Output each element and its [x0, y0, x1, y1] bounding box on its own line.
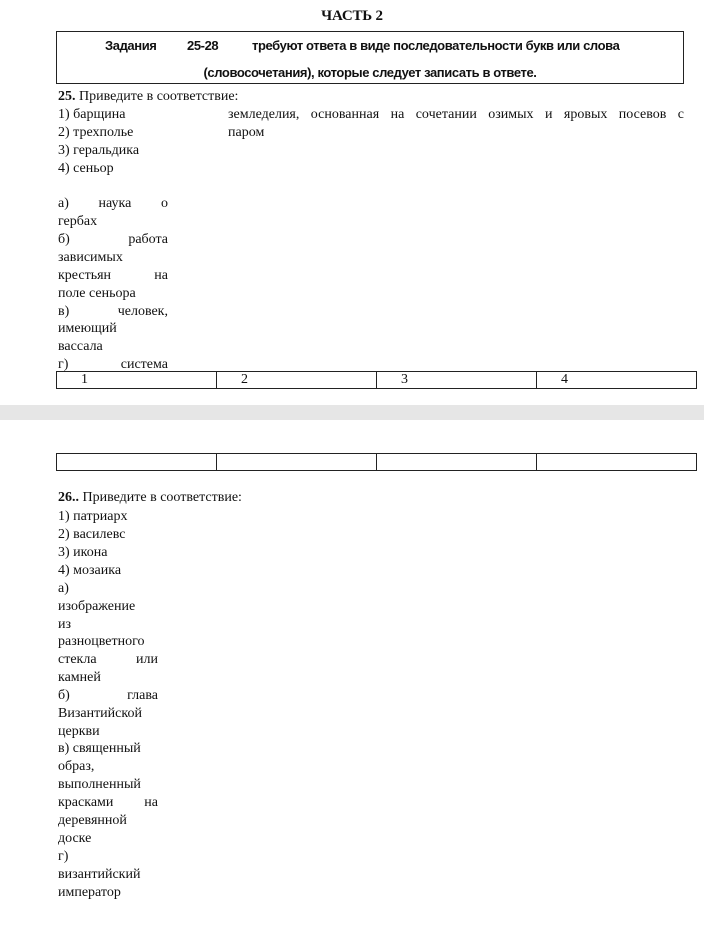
task-25-prompt: Приведите в соответствие:	[79, 89, 239, 104]
page-2	[0, 420, 704, 925]
table-row	[57, 372, 697, 389]
task-25-def-b	[58, 231, 168, 249]
answer-cell[interactable]	[57, 454, 217, 471]
def-word: красками	[58, 795, 114, 810]
task-25-def-line: поле сеньора	[58, 286, 136, 301]
task-26-def-b	[58, 687, 158, 705]
def-marker: г)	[58, 357, 69, 372]
task-25-number: 25.	[58, 89, 76, 104]
task-25-answer-table	[56, 453, 697, 471]
def-marker: а)	[58, 196, 69, 211]
def-marker: в)	[58, 304, 70, 319]
task-25-def-continuation-2: паром	[228, 125, 265, 140]
def-marker: б)	[58, 232, 70, 247]
def-word: на	[144, 795, 158, 810]
instructions-box	[56, 31, 684, 84]
task-25-def-line	[58, 267, 168, 285]
task-26-def-line	[58, 651, 158, 669]
def-word: человек,	[117, 304, 168, 319]
instructions-word-zadaniya: Задания	[105, 38, 157, 53]
task-26-def-line: Византийской	[58, 706, 142, 721]
task-25-item-3: 3) геральдика	[58, 143, 140, 158]
task-25-def-line: вассала	[58, 339, 103, 354]
task-26-def-line: выполненный	[58, 777, 141, 792]
task-25-def-line: гербах	[58, 214, 98, 229]
task-26-item-4: 4) мозаика	[58, 563, 122, 578]
answer-header-cell: 2	[217, 372, 377, 389]
def-word: на	[154, 268, 168, 283]
page-1	[0, 0, 704, 405]
task-26-def-line: изображение	[58, 599, 136, 614]
task-26-number: 26.	[58, 490, 76, 505]
task-25-item-4: 4) сеньор	[58, 161, 114, 176]
task-26-prompt: Приведите в соответствие:	[79, 490, 242, 505]
def-word: работа	[128, 232, 168, 247]
task-26-def-a: а)	[58, 581, 69, 596]
answer-header-cell: 1	[57, 372, 217, 389]
task-26-def-line: доске	[58, 831, 92, 846]
page-title: ЧАСТЬ 2	[321, 8, 383, 24]
def-word: наука	[98, 196, 132, 211]
task-25-def-c	[58, 303, 168, 321]
def-word: стекла	[58, 652, 97, 667]
def-word: о	[160, 196, 168, 211]
def-word: глава	[127, 688, 158, 703]
task-26-def-line	[58, 794, 158, 812]
def-marker: б)	[58, 688, 70, 703]
task-26-def-line: византийский	[58, 867, 141, 882]
task-26-def-c: в) священный	[58, 741, 141, 756]
task-26-item-1: 1) патриарх	[58, 509, 128, 524]
answer-header-cell: 4	[537, 372, 697, 389]
answer-cell[interactable]	[217, 454, 377, 471]
task-26-def-line: камней	[58, 670, 101, 685]
task-25-def-a	[58, 195, 168, 213]
task-26-item-2: 2) василевс	[58, 527, 126, 542]
task-25-def-line: имеющий	[58, 321, 117, 336]
answer-cell[interactable]	[377, 454, 537, 471]
task-25-heading	[58, 88, 238, 106]
task-26-def-line: из	[58, 617, 72, 632]
task-26-def-line: разноцветного	[58, 634, 145, 649]
def-word: крестьян	[58, 268, 112, 283]
def-word: система	[120, 357, 168, 372]
table-row	[57, 454, 697, 471]
task-26-def-line: деревянной	[58, 813, 127, 828]
task-25-def-line: зависимых	[58, 250, 123, 265]
instructions-task-range: 25-28	[187, 38, 219, 53]
task-26-def-line: церкви	[58, 724, 100, 739]
task-25-answer-header-table	[56, 371, 697, 389]
instructions-text-line1: требуют ответа в виде последовательности букв или слова	[252, 38, 620, 53]
def-word: или	[136, 652, 158, 667]
task-26-def-line: император	[58, 885, 121, 900]
task-25-item-2: 2) трехполье	[58, 125, 134, 140]
task-25-def-continuation-1: земледелия, основанная на сочетании озимых и яровых посевов с	[228, 107, 684, 122]
task-26-heading	[58, 489, 242, 507]
answer-cell[interactable]	[537, 454, 697, 471]
answer-header-cell: 3	[377, 372, 537, 389]
task-26-def-line: образ,	[58, 759, 95, 774]
task-25-item-1: 1) барщина	[58, 107, 126, 122]
task-26-def-d: г)	[58, 849, 69, 864]
task-26-extra-dot: .	[75, 490, 79, 505]
instructions-text-line2: (словосочетания), которые следует записать в ответе.	[203, 65, 537, 80]
task-26-item-3: 3) икона	[58, 545, 108, 560]
